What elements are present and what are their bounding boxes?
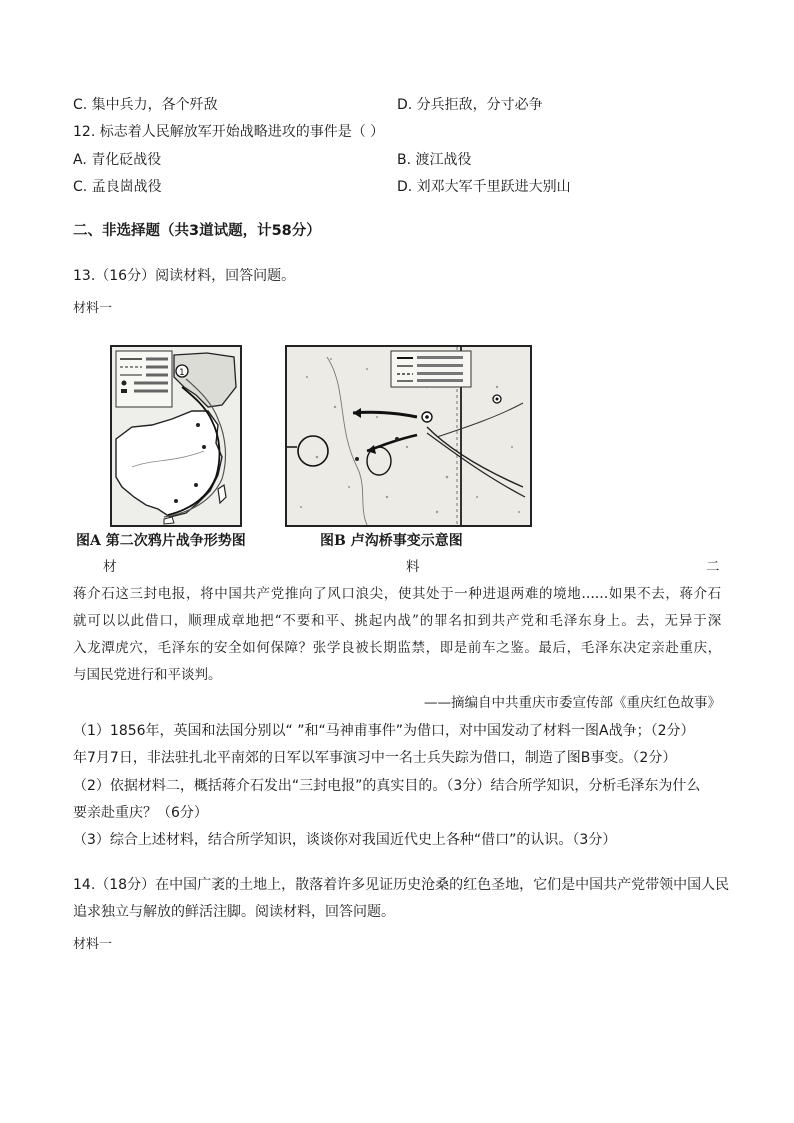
q12-option-b: B. 渡江战役 bbox=[397, 152, 472, 168]
map-b-caption: 图B 卢沟桥事变示意图 bbox=[320, 533, 463, 549]
map-a-caption: 图A 第二次鸦片战争形势图 bbox=[76, 533, 246, 549]
q13-stem: 13.（16分）阅读材料，回答问题。 bbox=[73, 268, 296, 284]
q12-option-d: D. 刘邓大军千里跃进大别山 bbox=[397, 179, 571, 195]
map-b-marco-polo-bridge bbox=[285, 345, 532, 527]
q13-sub1-line1: （1）1856年，英国和法国分别以“ ”和“马神甫事件”为借口，对中国发动了材料一图A战争；（2分） bbox=[73, 723, 695, 739]
q11-option-d: D. 分兵拒敌，分寸必争 bbox=[397, 97, 543, 113]
q11-option-c: C. 集中兵力，各个歼敌 bbox=[73, 97, 218, 113]
map-b-drawing bbox=[287, 347, 530, 525]
map-a-second-opium-war bbox=[110, 345, 242, 527]
material2-line-1: 蒋介石这三封电报，将中国共产党推向了风口浪尖，使其处于一种进退两难的境地……如果不去，蒋介石 bbox=[73, 586, 721, 602]
svg-text:1: 1 bbox=[179, 368, 185, 378]
material2-label-left: 材 bbox=[103, 559, 117, 575]
q12-option-a: A. 青化砭战役 bbox=[73, 152, 162, 168]
q13-sub2-line1: （2）依据材料二，概括蒋介石发出“三封电报”的真实目的。（3分）结合所学知识，分析毛泽东为什么 bbox=[73, 778, 701, 794]
q13-sub3: （3）综合上述材料，结合所学知识，谈谈你对我国近代史上各种“借口”的认识。（3分） bbox=[73, 832, 617, 848]
material2-label-mid: 料 bbox=[406, 559, 420, 575]
q12-stem: 12. 标志着人民解放军开始战略进攻的事件是（ ） bbox=[73, 124, 385, 140]
section-title: 二、非选择题（共3道试题，计58分） bbox=[73, 223, 321, 239]
material2-source: ——摘编自中共重庆市委宣传部《重庆红色故事》 bbox=[424, 695, 721, 711]
material2-line-4: 与国民党进行和平谈判。 bbox=[73, 667, 222, 683]
q12-option-c: C. 孟良崮战役 bbox=[73, 179, 162, 195]
q13-sub1-line2: 年7月7日，非法驻扎北平南郊的日军以军事演习中一名士兵失踪为借口，制造了图B事变。（2分） bbox=[73, 750, 677, 766]
material2-line-3: 入龙潭虎穴，毛泽东的安全如何保障？张学良被长期监禁，即是前车之鉴。最后，毛泽东决定亲赴重庆， bbox=[73, 640, 721, 656]
q14-material1-label: 材料一 bbox=[73, 937, 113, 952]
material2-label-right: 二 bbox=[706, 559, 720, 575]
q14-stem-line2: 追求独立与解放的鲜活注脚。阅读材料，回答问题。 bbox=[73, 904, 395, 920]
q14-stem-line1: 14.（18分）在中国广袤的土地上，散落着许多见证历史沧桑的红色圣地，它们是中国共产党带领中国人民 bbox=[73, 877, 730, 893]
q13-sub2-line2: 要亲赴重庆？（6分） bbox=[73, 805, 208, 821]
material2-line-2: 就可以以此借口，顺理成章地把“不要和平、挑起内战”的罪名扣到共产党和毛泽东身上。去，无异于深 bbox=[73, 613, 721, 629]
q13-material1-label: 材料一 bbox=[73, 301, 113, 316]
map-a-drawing bbox=[112, 347, 240, 525]
